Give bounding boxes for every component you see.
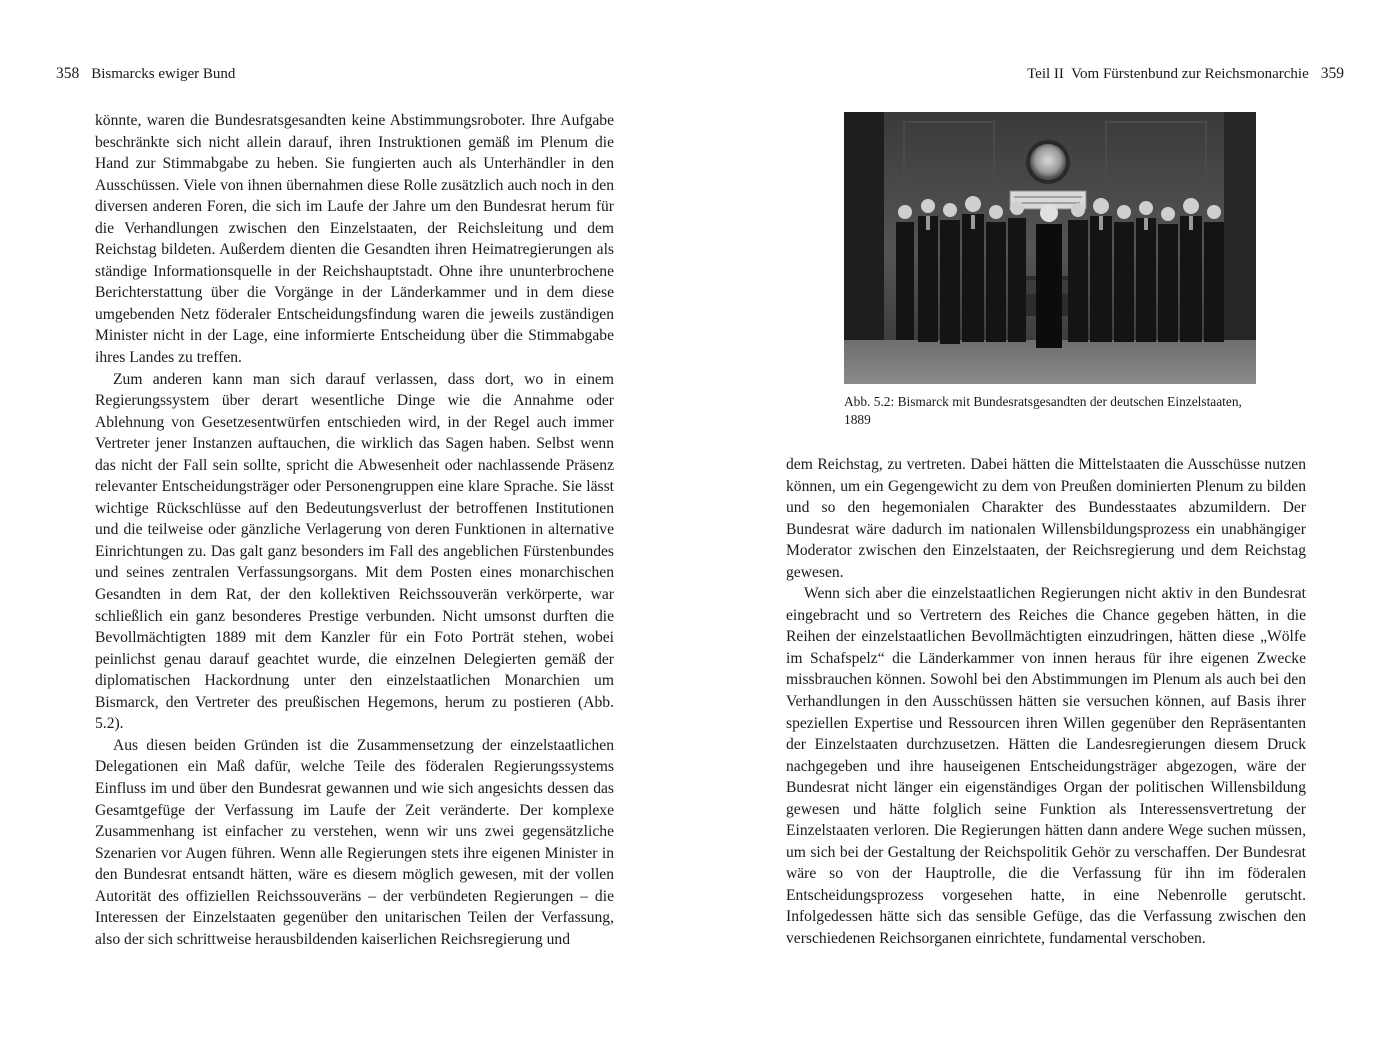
figure-caption: Abb. 5.2: Bismarck mit Bundesratsgesandten der deutschen Einzelstaaten, 1889 xyxy=(844,394,1242,427)
right-running-head xyxy=(1027,64,1344,84)
figure-photograph xyxy=(844,112,1256,384)
left-page-number: 358 xyxy=(56,65,80,82)
left-text-column xyxy=(95,110,614,950)
left-paragraph-3: Aus diesen beiden Gründen ist die Zusammensetzung der einzelstaatlichen Delegationen ein Maß dafür, welche Teile des föderalen Regierungssystems Einfluss im und über den Bundesrat gewannen und wie sich angesichts dessen das Gesamtgefüge der Verfassung im Laufe der Zeit veränderte. Der komplexe Zusammenhang ist einfacher zu verstehen, wenn wir uns zwei gegensätzliche Szenarien vor Augen führen. Wenn alle Regierungen stets ihre eigenen Minister in den Bundesrat entsandt hätten, wäre es diesem möglich gewesen, mit der vollen Autorität des offiziellen Reichssouveräns – der verbündeten Regierungen – die Interessen der Einzelstaaten gegenüber den unitarischen Teilen der Verfassung, also der sich schrittweise herausbildenden kaiserlichen Reichsregierung und xyxy=(95,736,614,948)
right-paragraph-2: Wenn sich aber die einzelstaatlichen Regierungen nicht aktiv in den Bundesrat eingebracht und so Vertretern des Reiches die Chance gegeben hätten, in die Reihen der einzelstaatlichen Bevollmächtigten einzudringen, hätten diese „Wölfe im Schafspelz“ die Länderkammer von innen heraus für ihre eigenen Zwecke missbrauchen können. Sowohl bei den Abstimmungen im Plenum als auch bei den Verhandlungen in den Ausschüssen hätten sie versuchen können, auf Basis ihrer speziellen Expertise und Ressourcen ihren Willen gegenüber den Repräsentanten der Einzelstaaten durchzusetzen. Hätten die Landesregierungen diesem Druck nachgegeben und ihre hauseigenen Entscheidungsträger abgezogen, wäre der Bundesrat nicht länger ein eigenständiges Organ der politischen Willensbildung gewesen und hätte folglich seine Funktion als Interessensvertretung der Einzelstaaten verloren. Die Regierungen hätten dann andere Wege suchen müssen, um sich bei der Gestaltung der Reichspolitik Gehör zu verschaffen. Der Bundesrat wäre so von der Hauptrolle, die die Verfassung für ihn im föderalen Entscheidungsprozess vorgesehen hatte, in eine Nebenrolle gerutscht. Infolgedessen hätte sich das sensible Gefüge, das die Verfassung zwischen den verschiedenen Reichsorganen einrichtete, fundamental verschoben. xyxy=(786,585,1306,948)
right-page-number: 359 xyxy=(1320,65,1344,82)
left-running-title: Bismarcks ewiger Bund xyxy=(91,66,236,82)
left-running-head xyxy=(56,64,235,84)
bismarck-group-photo xyxy=(844,112,1256,384)
right-running-title: Teil II Vom Fürstenbund zur Reichsmonarchie xyxy=(1027,66,1309,82)
right-text-column xyxy=(786,454,1306,950)
right-paragraph-1: dem Reichstag, zu vertreten. Dabei hätten die Mittelstaaten die Ausschüsse nutzen können, um ein Gegengewicht zu dem von Preußen dominierten Plenum zu bilden und so den hegemonialen Charakter des Bundesstaates abzumildern. Der Bundesrat wäre dadurch im nationalen Willensbildungsprozess ein unabhängiger Moderator zwischen den Einzelstaaten, der Reichsregierung und dem Reichstag gewesen. xyxy=(786,456,1306,581)
left-paragraph-2: Zum anderen kann man sich darauf verlassen, dass dort, wo in einem Regierungssystem über derart wesentliche Dinge wie die Annahme oder Ablehnung von Gesetzesentwürfen entschieden wird, in der Regel auch immer Vertreter jener Instanzen auftauchen, die wirklich das Sagen haben. Selbst wenn das nicht der Fall sein sollte, spricht die Abwesenheit oder nachlassende Präsenz relevanter Entscheidungsträger oder Personengruppen eine klare Sprache. Sie lässt wichtige Rückschlüsse auf den Bedeutungsverlust der betroffenen Institutionen und die teilweise oder gänzliche Verlagerung von deren Funktionen in alternative Einrichtungen zu. Das galt ganz besonders im Fall des angeblichen Fürstenbundes und seines zentralen Verfassungsorgans. Mit dem Posten eines monarchischen Gesandten in dem Rat, der den kollektiven Reichssouverän verkörperte, war schließlich ein ganz besonderes Prestige verbunden. Nicht umsonst durften die Bevollmächtigten 1889 mit dem Kanzler für ein Foto Porträt stehen, wobei peinlichst genau darauf geachtet wurde, die einzelnen Delegierten gemäß der diplomatischen Hackordnung unter den einzelstaatlichen Monarchien um Bismarck, den Vertreter des preußischen Hegemons, herum zu postieren (Abb. 5.2). xyxy=(95,370,614,733)
left-paragraph-1: könnte, waren die Bundesratsgesandten keine Abstimmungsroboter. Ihre Aufgabe beschränkte sich nicht allein darauf, ihren Instruktionen gemäß im Plenum die Hand zur Stimmabgabe zu heben. Sie fungierten auch als Unterhändler in den Ausschüssen. Viele von ihnen übernahmen diese Rolle zusätzlich auch noch in den diversen anderen Foren, die sich im Laufe der Jahre um den Bundesrat herum für die Verhandlungen zwischen den Einzelstaaten, der Reichsleitung und dem Reichstag bildeten. Außerdem dienten die Gesandten ihren Heimatregierungen als ständige Informationsquelle in der Reichshauptstadt. Ohne ihre ununterbrochene Berichterstattung über die Vorgänge in der Länderkammer und in dem diese umgebenden Netz föderaler Entscheidungsfindung waren die jeweils zuständigen Minister nicht in der Lage, eine informierte Entscheidung über die Stimmabgabe ihres Landes zu treffen. xyxy=(95,112,614,367)
right-page xyxy=(700,0,1400,1039)
